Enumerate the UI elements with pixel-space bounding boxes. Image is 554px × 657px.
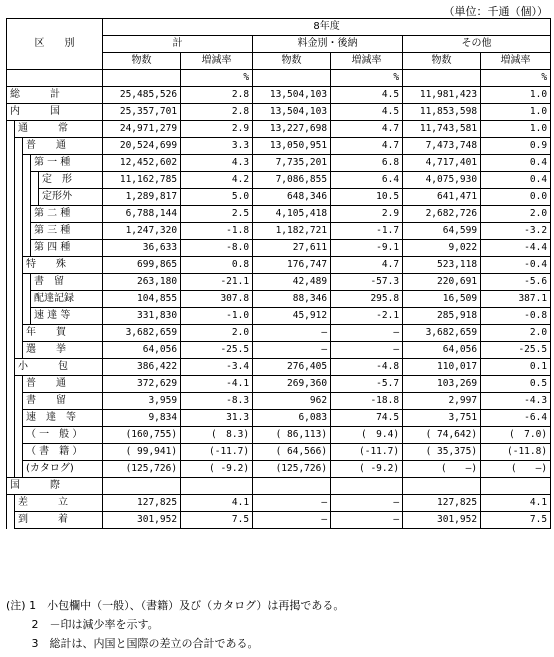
rate-cell: 2.0 xyxy=(181,325,253,342)
rate-cell: -5.7 xyxy=(331,376,403,393)
count-cell: 7,735,201 xyxy=(253,155,331,172)
rate-cell: -6.4 xyxy=(481,410,551,427)
rate-cell: -2.1 xyxy=(331,308,403,325)
rate-cell: 1.0 xyxy=(481,121,551,138)
count-cell: 962 xyxy=(253,393,331,410)
indent-spacer xyxy=(7,444,15,461)
sub-header-count: 物数 xyxy=(403,53,481,70)
rate-cell: -4.8 xyxy=(331,359,403,376)
count-cell xyxy=(253,478,331,495)
rate-cell: 4.5 xyxy=(331,87,403,104)
rate-cell: ( 8.3) xyxy=(181,427,253,444)
count-cell: 285,918 xyxy=(403,308,481,325)
rate-cell xyxy=(331,478,403,495)
rate-cell: ( 7.0) xyxy=(481,427,551,444)
table-row xyxy=(7,155,551,172)
rate-cell: 31.3 xyxy=(181,410,253,427)
footnote-3: 3 総計は、内国と国際の差立の合計である。 xyxy=(6,637,259,650)
count-cell: (160,755) xyxy=(103,427,181,444)
table-row xyxy=(7,308,551,325)
table-row xyxy=(7,495,551,512)
rate-cell xyxy=(181,478,253,495)
rate-cell: 0.1 xyxy=(481,359,551,376)
table-row xyxy=(7,172,551,189)
rate-cell: -18.8 xyxy=(331,393,403,410)
percent-unit: % xyxy=(331,70,403,87)
count-cell: 11,743,581 xyxy=(403,121,481,138)
rate-cell: 4.1 xyxy=(181,495,253,512)
table-row xyxy=(7,512,551,529)
row-label: 定形外 xyxy=(39,189,103,206)
table-row xyxy=(7,206,551,223)
rate-cell: ( -9.2) xyxy=(331,461,403,478)
count-cell xyxy=(103,478,181,495)
rate-cell: – xyxy=(331,325,403,342)
count-cell: 36,633 xyxy=(103,240,181,257)
group-header-other: その他 xyxy=(403,36,551,53)
indent-spacer xyxy=(7,206,15,223)
rate-cell: -4.3 xyxy=(481,393,551,410)
indent-spacer xyxy=(15,155,23,172)
row-label: 速 達 等 xyxy=(31,308,103,325)
rate-cell: 4.3 xyxy=(181,155,253,172)
rate-cell: – xyxy=(331,495,403,512)
count-cell: 6,788,144 xyxy=(103,206,181,223)
count-cell: 12,452,602 xyxy=(103,155,181,172)
count-cell: 1,182,721 xyxy=(253,223,331,240)
indent-spacer xyxy=(15,223,23,240)
indent-spacer xyxy=(7,274,15,291)
count-cell: 64,056 xyxy=(103,342,181,359)
indent-spacer xyxy=(23,274,31,291)
indent-spacer xyxy=(15,376,23,393)
footnote-1: (注) 1 小包欄中（一般）、（書籍）及び（カタログ）は再掲である。 xyxy=(6,599,345,612)
row-label: 第 一 種 xyxy=(31,155,103,172)
table-row xyxy=(7,461,551,478)
rate-cell: -57.3 xyxy=(331,274,403,291)
indent-spacer xyxy=(15,240,23,257)
indent-spacer xyxy=(7,223,15,240)
row-label: 選 挙 xyxy=(23,342,103,359)
indent-spacer xyxy=(7,376,15,393)
indent-spacer xyxy=(31,189,39,206)
group-header-separate-billing: 料金別・後納 xyxy=(253,36,403,53)
count-cell: 648,346 xyxy=(253,189,331,206)
rate-cell: -0.4 xyxy=(481,257,551,274)
count-cell: 4,075,930 xyxy=(403,172,481,189)
row-label: 定 形 xyxy=(39,172,103,189)
indent-spacer xyxy=(23,308,31,325)
indent-spacer xyxy=(7,240,15,257)
count-cell: 263,180 xyxy=(103,274,181,291)
indent-spacer xyxy=(15,410,23,427)
count-cell: 64,599 xyxy=(403,223,481,240)
row-label: 第 三 種 xyxy=(31,223,103,240)
rate-cell: -1.8 xyxy=(181,223,253,240)
rate-cell: -21.1 xyxy=(181,274,253,291)
rate-cell: -25.5 xyxy=(181,342,253,359)
indent-spacer xyxy=(15,138,23,155)
rate-cell xyxy=(481,478,551,495)
rate-cell: -5.6 xyxy=(481,274,551,291)
rate-cell: 0.4 xyxy=(481,155,551,172)
rate-cell: (-11.7) xyxy=(181,444,253,461)
indent-spacer xyxy=(7,172,15,189)
count-cell: 11,981,423 xyxy=(403,87,481,104)
row-label: （ 書 籍 ） xyxy=(23,444,103,461)
rate-cell: 2.5 xyxy=(181,206,253,223)
rate-cell: -4.1 xyxy=(181,376,253,393)
rate-cell: 0.5 xyxy=(481,376,551,393)
rate-cell: ( 9.4) xyxy=(331,427,403,444)
rate-cell: -8.3 xyxy=(181,393,253,410)
indent-spacer xyxy=(15,206,23,223)
rate-cell: -9.1 xyxy=(331,240,403,257)
unit-cell xyxy=(253,70,331,87)
indent-spacer xyxy=(15,257,23,274)
statistics-table xyxy=(6,18,550,529)
rate-cell: 2.0 xyxy=(481,206,551,223)
count-cell: – xyxy=(253,495,331,512)
count-cell xyxy=(403,478,481,495)
count-cell: 3,751 xyxy=(403,410,481,427)
sub-header-count: 物数 xyxy=(253,53,331,70)
count-cell: 103,269 xyxy=(403,376,481,393)
indent-spacer xyxy=(15,172,23,189)
count-cell: 27,611 xyxy=(253,240,331,257)
rate-cell: 2.0 xyxy=(481,325,551,342)
rate-cell: -3.2 xyxy=(481,223,551,240)
count-cell: 13,050,951 xyxy=(253,138,331,155)
sub-header-rate: 増減率 xyxy=(331,53,403,70)
count-cell: 331,830 xyxy=(103,308,181,325)
table-row xyxy=(7,87,551,104)
count-cell: 176,747 xyxy=(253,257,331,274)
rate-cell: 2.9 xyxy=(331,206,403,223)
rate-cell: 0.9 xyxy=(481,138,551,155)
percent-unit: % xyxy=(481,70,551,87)
indent-spacer xyxy=(31,172,39,189)
row-label: 第 二 種 xyxy=(31,206,103,223)
indent-spacer xyxy=(7,461,15,478)
count-cell: – xyxy=(253,325,331,342)
rate-cell: 4.7 xyxy=(331,257,403,274)
count-cell: 20,524,699 xyxy=(103,138,181,155)
indent-spacer xyxy=(15,189,23,206)
count-cell: 127,825 xyxy=(103,495,181,512)
row-label: 差 立 xyxy=(15,495,103,512)
count-cell: 4,105,418 xyxy=(253,206,331,223)
count-cell: 25,357,701 xyxy=(103,104,181,121)
indent-spacer xyxy=(7,495,15,512)
count-cell: ( 99,941) xyxy=(103,444,181,461)
indent-spacer xyxy=(15,308,23,325)
rate-cell: 307.8 xyxy=(181,291,253,308)
indent-spacer xyxy=(7,342,15,359)
rate-cell: 0.0 xyxy=(481,189,551,206)
indent-spacer xyxy=(15,342,23,359)
count-cell: 276,405 xyxy=(253,359,331,376)
table-row xyxy=(7,121,551,138)
count-cell: ( 64,566) xyxy=(253,444,331,461)
rate-cell: 1.0 xyxy=(481,104,551,121)
rate-cell: 2.8 xyxy=(181,87,253,104)
count-cell: 13,227,698 xyxy=(253,121,331,138)
rate-cell: (-11.8) xyxy=(481,444,551,461)
rate-cell: -1.0 xyxy=(181,308,253,325)
row-label: 小 包 xyxy=(15,359,103,376)
count-cell: 110,017 xyxy=(403,359,481,376)
rate-cell: 74.5 xyxy=(331,410,403,427)
row-label: 書 留 xyxy=(23,393,103,410)
count-cell: ( 35,375) xyxy=(403,444,481,461)
count-cell: 24,971,279 xyxy=(103,121,181,138)
count-cell: – xyxy=(253,512,331,529)
count-cell: 2,682,726 xyxy=(403,206,481,223)
indent-spacer xyxy=(23,291,31,308)
table-row xyxy=(7,359,551,376)
table-row xyxy=(7,478,551,495)
row-label: 書 留 xyxy=(31,274,103,291)
rate-cell: 4.7 xyxy=(331,121,403,138)
row-label: 配達記録 xyxy=(31,291,103,308)
indent-spacer xyxy=(23,172,31,189)
count-cell: 42,489 xyxy=(253,274,331,291)
footnote-2: 2 －印は減少率を示す。 xyxy=(6,618,159,631)
table-row xyxy=(7,189,551,206)
rate-cell: 4.7 xyxy=(331,138,403,155)
indent-spacer xyxy=(7,393,15,410)
table-row xyxy=(7,325,551,342)
table-row xyxy=(7,291,551,308)
count-cell: 1,247,320 xyxy=(103,223,181,240)
table-row xyxy=(7,274,551,291)
count-cell: ( –) xyxy=(403,461,481,478)
indent-spacer xyxy=(7,359,15,376)
rate-cell: 6.4 xyxy=(331,172,403,189)
indent-spacer xyxy=(7,291,15,308)
count-cell: 386,422 xyxy=(103,359,181,376)
indent-spacer xyxy=(23,223,31,240)
row-label: 内 国 xyxy=(7,104,103,121)
count-cell: 1,289,817 xyxy=(103,189,181,206)
rate-cell: 4.1 xyxy=(481,495,551,512)
row-label: 速 達 等 xyxy=(23,410,103,427)
table-row xyxy=(7,138,551,155)
rate-cell: 7.5 xyxy=(481,512,551,529)
count-cell: 301,952 xyxy=(403,512,481,529)
count-cell: 45,912 xyxy=(253,308,331,325)
indent-spacer xyxy=(15,325,23,342)
rate-cell: -25.5 xyxy=(481,342,551,359)
count-cell: 220,691 xyxy=(403,274,481,291)
count-cell: 3,682,659 xyxy=(103,325,181,342)
row-label: 到 着 xyxy=(15,512,103,529)
count-cell: 269,360 xyxy=(253,376,331,393)
rate-cell: -4.4 xyxy=(481,240,551,257)
count-cell: 104,855 xyxy=(103,291,181,308)
indent-spacer xyxy=(7,410,15,427)
count-cell: – xyxy=(253,342,331,359)
rate-cell: -1.7 xyxy=(331,223,403,240)
rate-cell: 3.3 xyxy=(181,138,253,155)
count-cell: 11,162,785 xyxy=(103,172,181,189)
rate-cell: 4.5 xyxy=(331,104,403,121)
unit-row-spacer xyxy=(7,70,103,87)
indent-spacer xyxy=(23,206,31,223)
indent-spacer xyxy=(7,427,15,444)
count-cell: 88,346 xyxy=(253,291,331,308)
count-cell: 13,504,103 xyxy=(253,104,331,121)
rate-cell: 4.2 xyxy=(181,172,253,189)
count-cell: 127,825 xyxy=(403,495,481,512)
count-cell: 641,471 xyxy=(403,189,481,206)
row-label: 通 常 xyxy=(15,121,103,138)
table-row xyxy=(7,410,551,427)
count-cell: 16,509 xyxy=(403,291,481,308)
footnotes xyxy=(6,596,344,653)
indent-spacer xyxy=(15,274,23,291)
count-cell: ( 74,642) xyxy=(403,427,481,444)
sub-header-rate: 増減率 xyxy=(181,53,253,70)
indent-spacer xyxy=(15,393,23,410)
rate-cell: ( –) xyxy=(481,461,551,478)
row-label: (カタログ) xyxy=(23,461,103,478)
count-cell: 64,056 xyxy=(403,342,481,359)
row-label: 年 賀 xyxy=(23,325,103,342)
rate-cell: 7.5 xyxy=(181,512,253,529)
indent-spacer xyxy=(23,155,31,172)
row-label: 特 殊 xyxy=(23,257,103,274)
count-cell: 2,997 xyxy=(403,393,481,410)
table-row xyxy=(7,240,551,257)
table-row xyxy=(7,223,551,240)
indent-spacer xyxy=(7,138,15,155)
count-cell: 372,629 xyxy=(103,376,181,393)
count-cell: 3,959 xyxy=(103,393,181,410)
unit-cell xyxy=(403,70,481,87)
row-label: 第 四 種 xyxy=(31,240,103,257)
indent-spacer xyxy=(23,189,31,206)
indent-spacer xyxy=(23,240,31,257)
indent-spacer xyxy=(15,461,23,478)
count-cell: 9,834 xyxy=(103,410,181,427)
count-cell: (125,726) xyxy=(103,461,181,478)
table-row xyxy=(7,342,551,359)
sub-header-rate: 増減率 xyxy=(481,53,551,70)
indent-spacer xyxy=(15,444,23,461)
count-cell: 25,485,526 xyxy=(103,87,181,104)
year-header: 8年度 xyxy=(103,19,551,36)
rate-cell: 387.1 xyxy=(481,291,551,308)
table-row xyxy=(7,376,551,393)
indent-spacer xyxy=(15,427,23,444)
rate-cell: – xyxy=(331,512,403,529)
rate-cell: 0.8 xyxy=(181,257,253,274)
count-cell: 301,952 xyxy=(103,512,181,529)
count-cell: 13,504,103 xyxy=(253,87,331,104)
count-cell: 6,083 xyxy=(253,410,331,427)
rate-cell: -8.0 xyxy=(181,240,253,257)
unit-cell xyxy=(103,70,181,87)
count-cell: 4,717,401 xyxy=(403,155,481,172)
row-label: 普 通 xyxy=(23,376,103,393)
rate-cell: 0.4 xyxy=(481,172,551,189)
indent-spacer xyxy=(7,121,15,138)
rate-cell: 6.8 xyxy=(331,155,403,172)
count-cell: 9,022 xyxy=(403,240,481,257)
indent-spacer xyxy=(7,512,15,529)
count-cell: 7,473,748 xyxy=(403,138,481,155)
rate-cell: ( -9.2) xyxy=(181,461,253,478)
category-header: 区 別 xyxy=(7,19,103,70)
table-row xyxy=(7,393,551,410)
row-label: 国 際 xyxy=(7,478,103,495)
indent-spacer xyxy=(15,291,23,308)
count-cell: 11,853,598 xyxy=(403,104,481,121)
count-cell: 699,865 xyxy=(103,257,181,274)
count-cell: 7,086,855 xyxy=(253,172,331,189)
rate-cell: 10.5 xyxy=(331,189,403,206)
row-label: 普 通 xyxy=(23,138,103,155)
count-cell: (125,726) xyxy=(253,461,331,478)
table-row xyxy=(7,427,551,444)
percent-unit: % xyxy=(181,70,253,87)
indent-spacer xyxy=(7,189,15,206)
table-row xyxy=(7,257,551,274)
group-header-total: 計 xyxy=(103,36,253,53)
rate-cell: (-11.7) xyxy=(331,444,403,461)
rate-cell: – xyxy=(331,342,403,359)
indent-spacer xyxy=(7,155,15,172)
rate-cell: 2.8 xyxy=(181,104,253,121)
count-cell: 3,682,659 xyxy=(403,325,481,342)
rate-cell: 5.0 xyxy=(181,189,253,206)
table-row xyxy=(7,104,551,121)
rate-cell: 295.8 xyxy=(331,291,403,308)
row-label: 総 計 xyxy=(7,87,103,104)
rate-cell: -0.8 xyxy=(481,308,551,325)
row-label: （ 一 般 ） xyxy=(23,427,103,444)
table-row xyxy=(7,444,551,461)
count-cell: 523,118 xyxy=(403,257,481,274)
indent-spacer xyxy=(7,325,15,342)
rate-cell: 1.0 xyxy=(481,87,551,104)
rate-cell: -3.4 xyxy=(181,359,253,376)
indent-spacer xyxy=(7,308,15,325)
sub-header-count: 物数 xyxy=(103,53,181,70)
count-cell: ( 86,113) xyxy=(253,427,331,444)
rate-cell: 2.9 xyxy=(181,121,253,138)
unit-note: （単位：千通（個）） xyxy=(443,5,548,18)
indent-spacer xyxy=(7,257,15,274)
